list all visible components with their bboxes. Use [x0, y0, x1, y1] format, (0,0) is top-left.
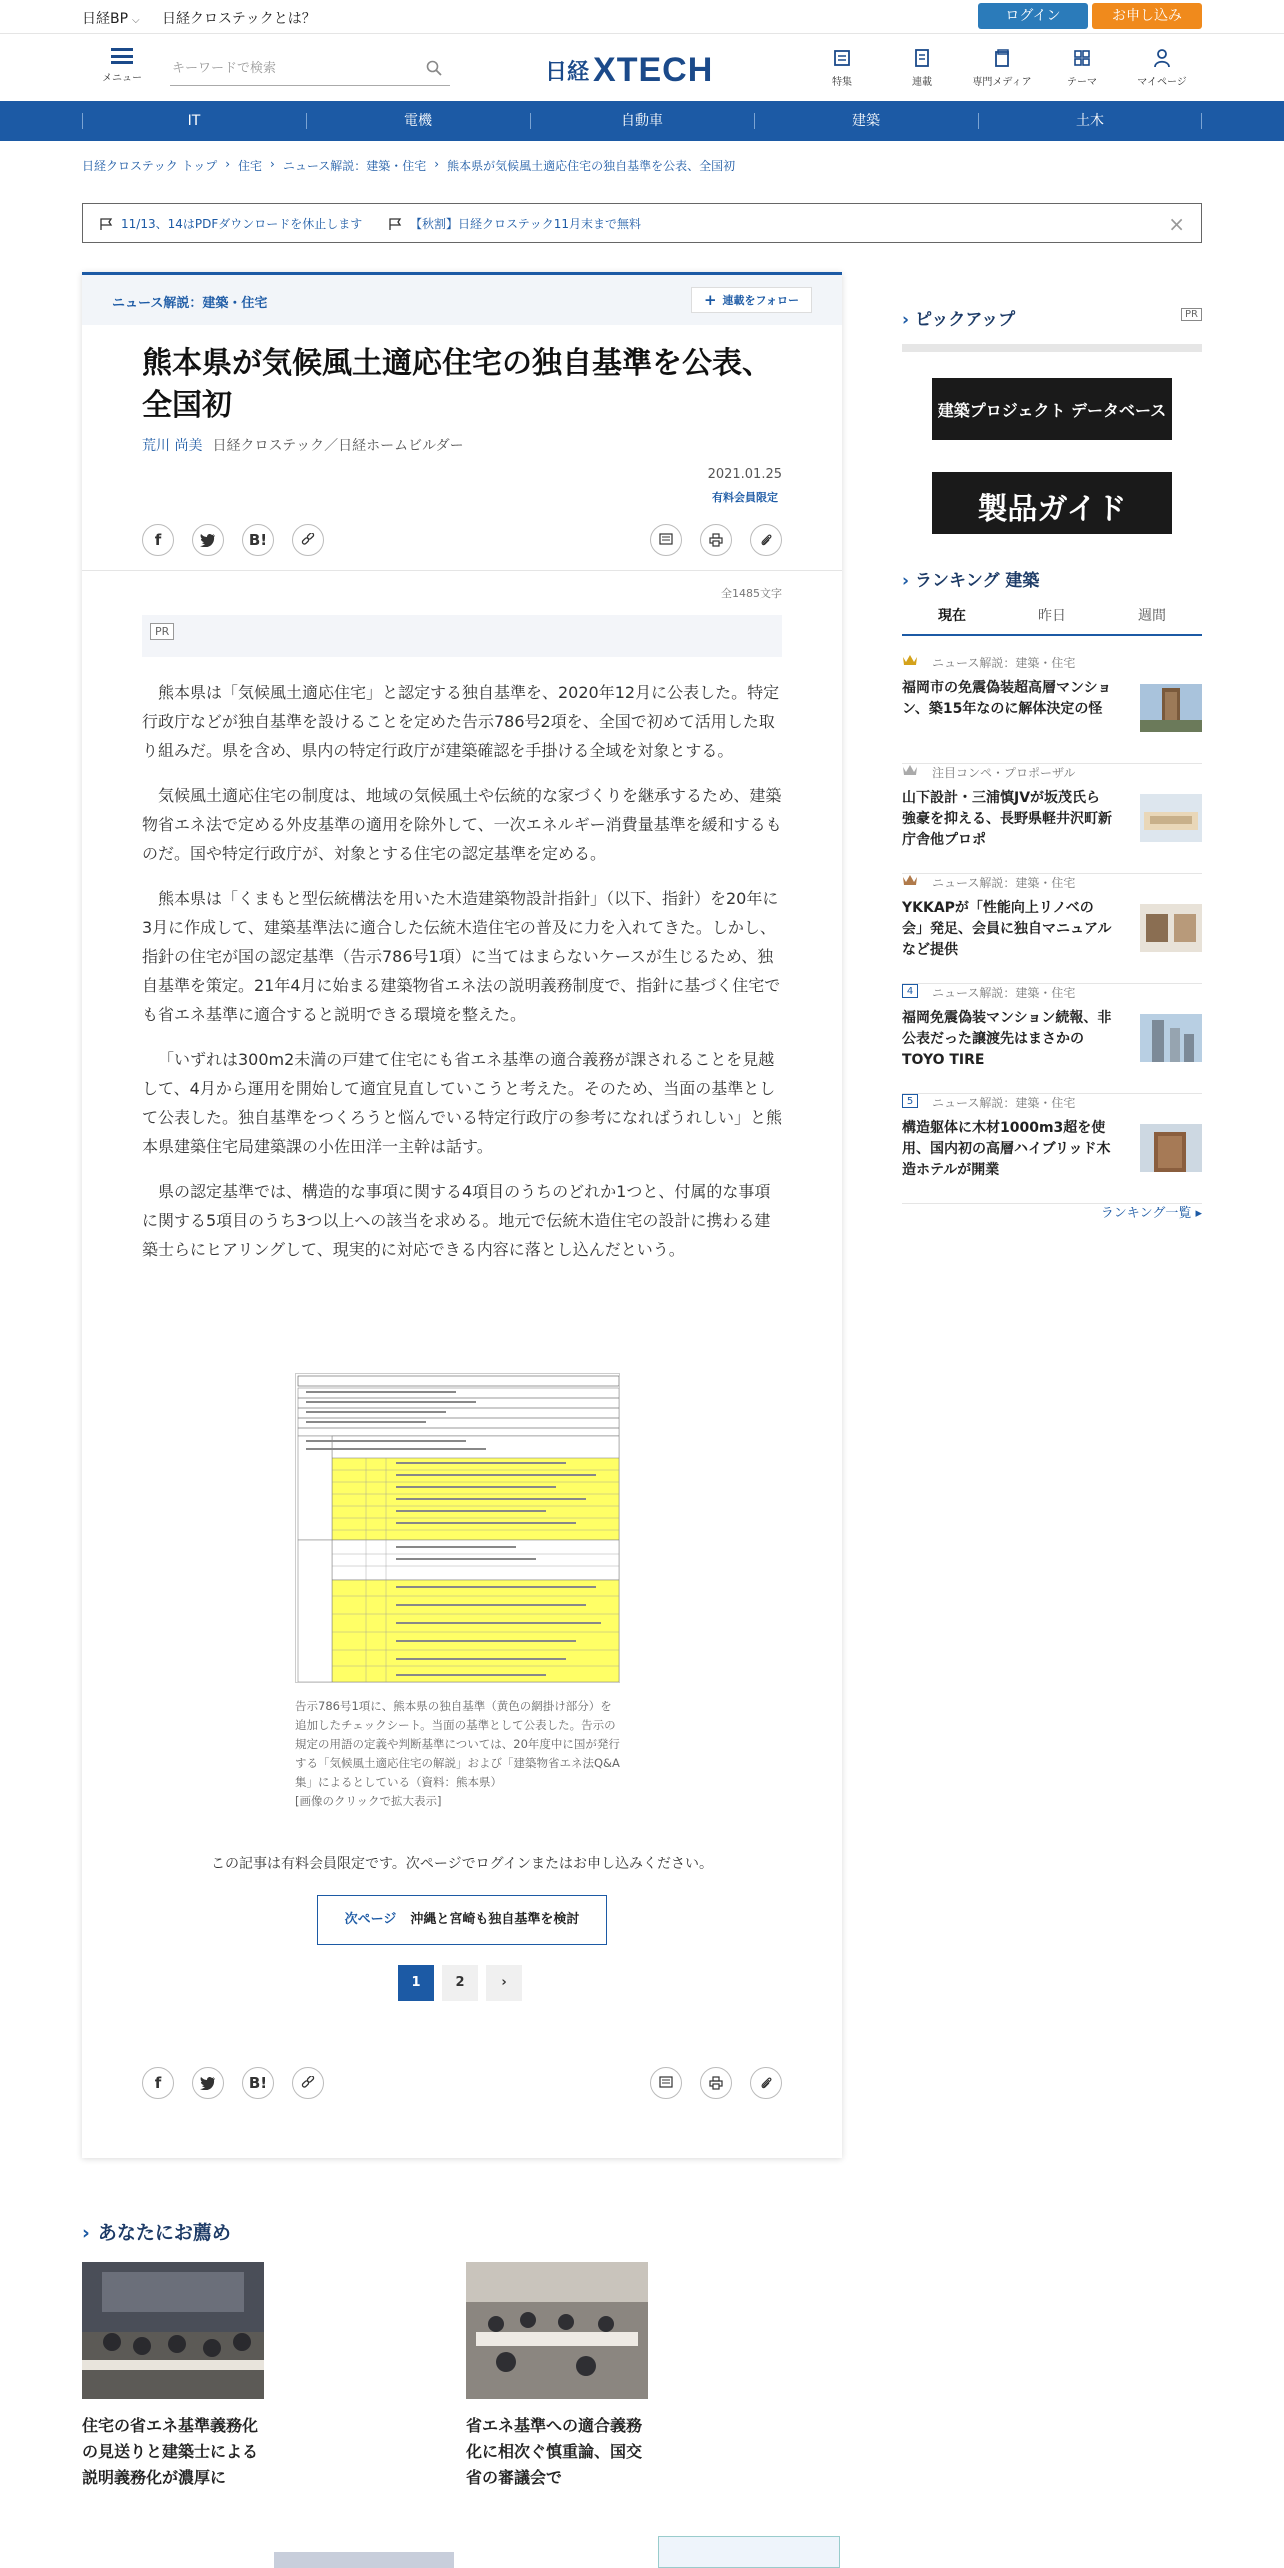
breadcrumb: [82, 157, 735, 174]
flag-icon: [99, 218, 113, 230]
tab-weekly[interactable]: 週間: [1138, 608, 1166, 624]
nav-theme[interactable]: テーマ: [1052, 48, 1112, 88]
gold-crown-icon: [902, 654, 918, 668]
print-icon[interactable]: [700, 524, 732, 556]
members-only-badge: 有料会員限定: [712, 491, 778, 504]
bronze-crown-icon: [902, 874, 918, 888]
article-title: 熊本県が気候風土適応住宅の独自基準を公表、全国初: [142, 346, 772, 423]
flag-icon: [388, 218, 402, 230]
recommend-item[interactable]: 省エネ基準への適合義務化に相次ぐ慎重論、国交省の審議会で: [466, 2262, 648, 2491]
breadcrumb-housing[interactable]: 住宅: [238, 159, 263, 173]
hamburger-icon: [111, 48, 133, 64]
series-icon: [912, 48, 932, 68]
article-header-bar: [82, 275, 842, 325]
print-icon[interactable]: [700, 2067, 732, 2099]
hatena-bookmark-icon[interactable]: B!: [242, 2067, 274, 2099]
cut-off-thumbnail: [658, 2536, 840, 2568]
link-copy-icon[interactable]: [292, 524, 324, 556]
twitter-share-icon[interactable]: [192, 2067, 224, 2099]
char-count: 全1485文字: [721, 587, 782, 600]
ranking-thumbnail: [1140, 1014, 1202, 1062]
ranking-thumbnail: [1140, 794, 1202, 842]
product-guide-banner[interactable]: 製品ガイド: [932, 472, 1172, 534]
ranking-thumbnail: [1140, 1124, 1202, 1172]
paragraph: 県の認定基準では、構造的な事項に関する4項目のうちのどれか1つと、付属的な事項に関する5項目のうち3つ以上への該当を求める。地元で伝統木造住宅の設計に携わる建築士らにヒアリングして、現実的に対応できる内容に落とし込んだという。: [142, 1182, 771, 1259]
ranking-thumbnail: [1140, 684, 1202, 732]
close-icon[interactable]: ×: [1168, 212, 1185, 236]
chevron-right-icon: ›: [82, 2222, 90, 2244]
rank-number: 5: [902, 1094, 918, 1108]
nav-series[interactable]: 連載: [892, 48, 952, 88]
pr-slot: [142, 615, 782, 657]
breadcrumb-current: 熊本県が気候風土適応住宅の独自基準を公表、全国初: [447, 159, 736, 173]
feature-icon: [832, 48, 852, 68]
category-nav: [0, 101, 1284, 141]
byline: [142, 435, 464, 455]
category-civil[interactable]: 土木: [1076, 113, 1104, 129]
category-automotive[interactable]: 自動車: [621, 113, 663, 129]
chevron-down-icon: ⌵: [132, 15, 140, 26]
notice-pdf[interactable]: 11/13、14はPDFダウンロードを休止します: [99, 215, 362, 232]
site-header: [0, 33, 1284, 101]
nav-media[interactable]: 専門メディア: [972, 48, 1032, 88]
ranking-item[interactable]: 5 ニュース解説：建築・住宅 構造躯体に木材1000m3超を使用、国内初の高層ハイブリッド木造ホテルが開業: [902, 1094, 1202, 1204]
chevron-right-icon: ›: [902, 310, 910, 330]
breadcrumb-series[interactable]: ニュース解説：建築・住宅: [282, 159, 427, 173]
pr-label: PR: [1181, 308, 1202, 321]
nikkei-bp-menu[interactable]: 日経BP ⌵: [82, 11, 140, 27]
plus-icon: +: [703, 291, 717, 309]
silver-crown-icon: [902, 764, 918, 778]
category-electronics[interactable]: 電機: [404, 113, 432, 129]
project-database-banner[interactable]: 建築プロジェクト データベース: [932, 378, 1172, 440]
chevron-right-icon: ›: [434, 157, 440, 171]
user-icon: [1152, 48, 1172, 68]
paragraph: 熊本県は「気候風土適応住宅」と認定する独自基準を、2020年12月に公表した。特定行政庁などが独自基準を設けることを定めた告示786号2項を、全国で初めて活用した取り組みだ。県を含め、県内の特定行政庁が建築確認を手掛ける全域を対象とする。: [142, 683, 780, 760]
facebook-share-icon[interactable]: f: [142, 524, 174, 556]
menu-button[interactable]: [100, 48, 144, 84]
search-box: [170, 52, 450, 86]
ranking-tabs: [902, 600, 1202, 636]
next-page-chevron-icon[interactable]: ›: [486, 1965, 522, 2001]
ranking-list-link[interactable]: ランキング一覧 ▸: [1100, 1206, 1202, 1221]
tab-yesterday[interactable]: 昨日: [1038, 608, 1066, 624]
clip-icon[interactable]: [750, 524, 782, 556]
ranking-item[interactable]: ニュース解説：建築・住宅 YKKAPが「性能向上リノベの会」発足、会員に独自マニュアルなど提供: [902, 874, 1202, 984]
login-button[interactable]: ログイン: [978, 3, 1088, 29]
zoom-link[interactable]: [画像のクリックで拡大表示]: [295, 1794, 442, 1808]
memo-icon[interactable]: [650, 524, 682, 556]
ranking-thumbnail: [1140, 904, 1202, 952]
link-copy-icon[interactable]: [292, 2067, 324, 2099]
twitter-share-icon[interactable]: [192, 524, 224, 556]
figure-caption: 告示786号1項に、熊本県の独自基準（黄色の網掛け部分）を追加したチェックシート。当面の基準として公表した。告示の規定の用語の定義や判断基準については、20年度中に国が発行する「気候風土適応住宅の解説」および「建築物省エネ法Q&A集」によるとしている（資料：熊本県） [画像のクリックで拡大表示]: [295, 1699, 620, 1808]
author-link[interactable]: 荒川 尚美: [142, 438, 203, 454]
media-icon: [992, 48, 1012, 68]
publish-date: 2021.01.25: [707, 467, 782, 482]
recommend-heading: › あなたにお薦め: [82, 2222, 231, 2244]
ranking-heading: › ランキング 建築: [902, 571, 1040, 591]
cut-off-thumbnail: [274, 2552, 454, 2568]
page-1[interactable]: 1: [398, 1965, 434, 2001]
chevron-right-icon: ›: [270, 157, 275, 171]
clip-icon[interactable]: [750, 2067, 782, 2099]
nav-feature[interactable]: 特集: [812, 48, 872, 88]
notice-campaign[interactable]: 【秋割】日経クロステック11月末まで無料: [388, 215, 641, 232]
divider: [902, 344, 1202, 352]
chevron-right-icon: ›: [225, 157, 231, 171]
memo-icon[interactable]: [650, 2067, 682, 2099]
tab-now[interactable]: 現在: [938, 608, 966, 624]
series-link[interactable]: ニュース解説：建築・住宅: [112, 296, 268, 311]
pr-label: PR: [150, 623, 174, 640]
triangle-right-icon: ▸: [1195, 1206, 1202, 1221]
nav-mypage[interactable]: マイページ: [1132, 48, 1192, 88]
facebook-share-icon[interactable]: f: [142, 2067, 174, 2099]
paragraph: 気候風土適応住宅の制度は、地域の気候風土や伝統的な家づくりを継承するため、建築物省エネ法で定める外皮基準の適用を除外して、一次エネルギー消費量基準を緩和するものだ。国や特定行政庁が、対象とする住宅の認定基準を定める。: [142, 786, 782, 863]
article-card: [82, 272, 842, 2158]
chevron-right-icon: ›: [902, 571, 910, 591]
recommend-photo: [82, 2262, 264, 2399]
search-icon[interactable]: [426, 60, 442, 76]
ranking-item[interactable]: 注目コンペ・プロポーザル 山下設計・三浦慎JVが坂茂氏ら強豪を抑える、長野県軽井沢町新庁舎他プロポ: [902, 764, 1202, 874]
pagination: [398, 1965, 530, 2001]
about-link[interactable]: 日経クロステックとは？: [162, 11, 316, 27]
paragraph: 熊本県は「くまもと型伝統構法を用いた木造建築物設計指針」（以下、指針）を20年に3月に作成して、建築基準法に適合した伝統木造住宅の普及に力を入れてきた。しかし、指針の住宅が国の認定基準（告示786号1項）に当てはまらないケースが生じるため、独自基準を策定。21年4月に始まる建築物省エネ法の説明義務制度で、指針に基づく住宅でも省エネ基準に適合すると説明できる環境を整えた。: [142, 889, 781, 1024]
apply-button[interactable]: お申し込み: [1092, 3, 1202, 29]
category-architecture[interactable]: 建築: [852, 113, 880, 129]
hatena-bookmark-icon[interactable]: B!: [242, 524, 274, 556]
follow-series-button[interactable]: + 連載をフォロー: [691, 287, 812, 313]
recommend-photo: [466, 2262, 648, 2399]
article-body: [142, 678, 782, 1280]
next-page-button[interactable]: 次ページ 沖縄と宮崎も独自基準を検討: [317, 1895, 607, 1945]
ranking-item[interactable]: ニュース解説：建築・住宅 福岡市の免震偽装超高層マンション、築15年なのに解体決定の怪: [902, 654, 1202, 764]
paragraph: 「いずれは300m2未満の戸建て住宅にも省エネ基準の適合義務が課されることを見越して、4月から運用を開始して適宜見直していこうと考えた。そのため、当面の基準として公表した。独自基準をつくろうと悩んでいる特定行政庁の参考になればうれしい」と熊本県建築住宅局建築課の小佐田洋一主幹は話す。: [142, 1050, 783, 1156]
login-note: この記事は有料会員限定です。次ページでログインまたはお申し込みください。: [211, 1856, 713, 1872]
ranking-item[interactable]: 4 ニュース解説：建築・住宅 福岡免震偽装マンション続報、非公表だった譲渡先はまさかのTOYO TIRE: [902, 984, 1202, 1094]
category-it[interactable]: IT: [187, 113, 201, 129]
recommend-item[interactable]: 住宅の省エネ基準義務化の見送りと建築士による説明義務化が濃厚に: [82, 2262, 264, 2491]
menu-label: メニュー: [102, 73, 142, 84]
rank-number: 4: [902, 984, 918, 998]
checklist-image[interactable]: [295, 1373, 620, 1683]
top-strip: [0, 0, 1284, 33]
page-2[interactable]: 2: [442, 1965, 478, 2001]
article-figure: [295, 1373, 620, 1811]
pickup-heading: › ピックアップ: [902, 310, 1016, 330]
breadcrumb-top[interactable]: 日経クロステック トップ: [82, 159, 218, 173]
site-logo[interactable]: 日経 XTECH: [545, 50, 714, 89]
search-input[interactable]: [170, 52, 410, 84]
theme-icon: [1072, 48, 1092, 68]
author-affiliation: 日経クロステック／日経ホームビルダー: [212, 438, 464, 454]
notice-bar: [82, 203, 1202, 243]
